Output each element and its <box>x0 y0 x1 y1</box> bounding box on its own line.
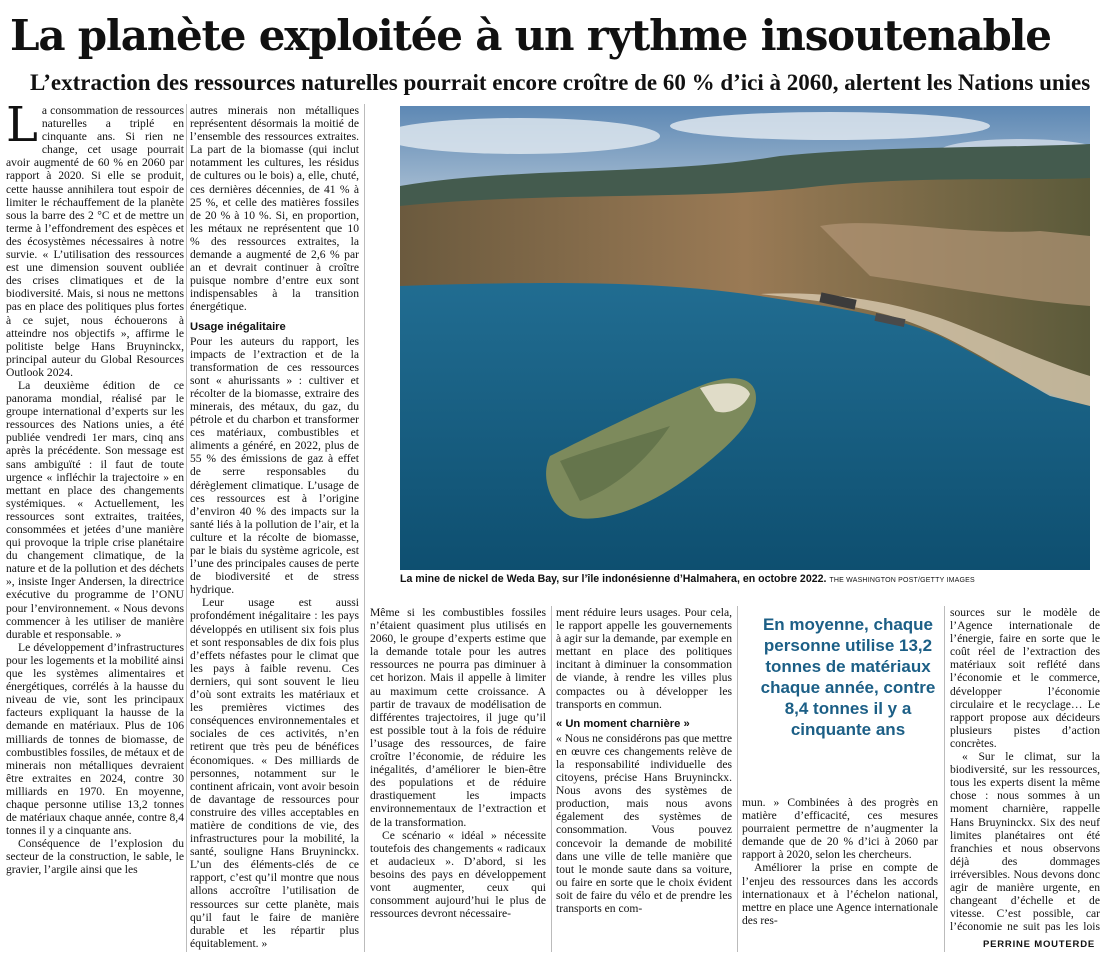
article-column-4 <box>556 606 732 952</box>
section-heading: Usage inégalitaire <box>190 320 286 333</box>
paragraph: Améliorer la prise en compte de l’enjeu des ressources dans les accords internationaux et à l’échelon national, mettre en place une Agence internationale des res- <box>742 861 938 927</box>
paragraph: Ce scénario « idéal » nécessite toutefois des changements « radicaux et audacieux ». D’abord, si les besoins des pays en développement vont augmenter, ceux qui consomment aujourd’hui le plus de ressources devront nécessaire- <box>370 828 546 921</box>
subhead: L’extraction des ressources naturelles pourrait encore croître de 60 % d’ici à 2060, alertent les Nations unies <box>30 70 1091 95</box>
section-heading: « Un moment charnière » <box>556 717 690 730</box>
paragraph: autres minerais non métalliques représentent désormais la moitié de l’ensemble des ressources extraites. La part de la biomasse (qui inclut notamment les cultures, les résidus de cultures ou le bois) a, elle, chuté, ces dernières décennies, de 41 % à 25 %, et celle des matières fossiles de 20 % à 10 %. Si, en proportion, les métaux ne représentent que 10 % des ressources extraites, la demande a augmenté de 2,6 % par an et devrait continuer à croître puisque nombre d’entre eux sont indispensables à la transition énergétique. <box>190 104 359 314</box>
column-rule <box>944 606 945 952</box>
paragraph: Leur usage est aussi profondément inégalitaire : les pays développés en utilisent six fois plus et sont responsables de dix fois plus d’effets néfastes pour le climat que les pays à faible revenu. Ces derniers, qui sont souvent le lieu d’où sont extraits les matériaux et les premières victimes des conséquences environnementales et sociales de ces activités, n’en retirent que très peu de bénéfices économiques. « Des milliards de personnes, notamment sur le continent africain, vont avoir besoin de davantage de ressources pour construire des villes acceptables en matière de conditions de vie, des infrastructures pour la mobilité, la santé, souligne Hans Bruyninckx. L’un des éléments-clés de ce rapport, c’est qu’il montre que nous allons accroître l’utilisation de ressources sur cette planète, mais qu’il faut le faire de manière durable et les répartir plus équitablement. » <box>190 596 359 950</box>
mine-aerial-photo <box>400 106 1090 570</box>
paragraph: La consommation de ressources naturelles a triplé en cinquante ans. Si rien ne change, cet usage pourrait avoir augmenté de 60 % en 2060 par rapport à 2020. Si elle se produit, cette hausse annihilera tout espoir de limiter le réchauffement de la planète sous la barre des 2 °C et de mettre un terme à l’effondrement des espèces et des écosystèmes nécessaires à notre survie. « L’utilisation des ressources est une dimension souvent oubliée des crises climatiques et de la biodiversité. Mais, si nous ne mettons pas en place des politiques plus fortes à ce sujet, nous échouerons à atteindre nos objectifs », affirme le politiste belge Hans Bruyninckx, principal auteur du Global Resources Outlook 2024. <box>6 104 184 379</box>
column-rule <box>364 104 365 952</box>
author-signature: PERRINE MOUTERDE <box>982 939 1095 950</box>
paragraph: « Sur le climat, sur la biodiversité, sur les ressources, tous les experts disent la même chose : nous sommes à un moment charnière, rappelle Hans Bruyninckx. Six des neuf limites planétaires ont été franchies et nous observons déjà des dommages irréversibles. Nous devons donc agir de manière urgente, en changeant d’échelle et de vitesse. C’est possible, car l’économie ne suit pas les lois <box>950 750 1100 934</box>
paragraph: Pour les auteurs du rapport, les impacts de l’extraction et de la transformation de ces ressources sont « ahurissants » : cultiver et récolter de la biomasse, extraire des minerais, des métaux, du gaz, du pétrole et du charbon et transformer ces matériaux, combustibles et aliments a généré, en 2022, plus de 55 % des émissions de gaz à effet de serre responsables du dérèglement climatique. L’usage de ces ressources est à l’origine d’environ 40 % des impacts sur la santé liés à la pollution de l’air, et la culture et la récolte de biomasse, par le biais du système agricole, est l’une des principales causes de perte de biodiversité et de stress hydrique. <box>190 334 359 597</box>
pull-quote: En moyenne, chaque personne utilise 13,2 tonnes de matériaux chaque année, contre 8,4 tonnes il y a cinquante ans <box>760 615 936 739</box>
paragraph: Le développement d’infrastructures pour les logements et la mobilité ainsi que les systèmes alimentaires et énergétiques, corrélés à la hausse du niveau de vie, sont les principaux facteurs expliquant la hausse de la demande en matériaux. Plus de 106 milliards de tonnes de biomasse, de combustibles fossiles, de métaux et de minerais non métalliques devraient être extraites en 2024, contre 30 milliards en 1970. En moyenne, chaque personne utilise 13,2 tonnes de matériaux chaque année, contre 8,4 tonnes il y a cinquante ans. <box>6 640 184 838</box>
headline: La planète exploitée à un rythme insoutenable <box>10 11 1051 60</box>
photo-caption: La mine de nickel de Weda Bay, sur l’île indonésienne d’Halmahera, en octobre 2022. THE WASHINGTON POST/GETTY IMAGES <box>400 573 975 585</box>
photo-credit: THE WASHINGTON POST/GETTY IMAGES <box>829 577 975 584</box>
article-column-3 <box>370 606 546 952</box>
column-rule <box>186 104 187 952</box>
column-rule <box>737 606 738 952</box>
paragraph: sources sur le modèle de l’Agence internationale de l’énergie, faire en sorte que le coût réel de l’extraction des matériaux soit reflété dans l’économie et le commerce, développer l’économie circulaire et le recyclage… Le rapport propose aux décideurs plusieurs pistes d’action concrètes. <box>950 606 1100 750</box>
article-column-5 <box>742 796 938 952</box>
paragraph: Même si les combustibles fossiles n’étaient quasiment plus utilisés en 2060, le groupe d’experts estime que la demande totale pour les autres ressources ne pourra pas diminuer à cet horizon. Mais il appelle à limiter au maximum cette croissance. A partir de travaux de modélisation de différentes trajectoires, il juge qu’il est possible tout à la fois de réduire l’usage des ressources, de faire croître l’économie, de réduire les inégalités, d’améliorer le bien-être des populations et de réduire drastiquement les impacts environnementaux de l’extraction et de la transformation. <box>370 606 546 829</box>
paragraph: mun. » Combinées à des progrès en matière d’efficacité, ces mesures pourraient permettre de n’augmenter la demande que de 20 % d’ici à 2060 par rapport à 2020, selon les chercheurs. <box>742 796 938 862</box>
article-column-1 <box>6 104 184 952</box>
paragraph: Conséquence de l’explosion du secteur de la construction, le sable, le gravier, l’argile ainsi que les <box>6 837 184 877</box>
drop-cap: L <box>6 104 38 153</box>
paragraph: La deuxième édition de ce panorama mondial, réalisé par le groupe international d’experts sur les ressources des Nations unies, a été publiée vendredi 1er mars, cinq ans après la précédente. Son message est sans ambiguïté : il faut de toute urgence « infléchir la trajectoire » en mettant en place des changements systémiques. « Actuellement, les ressources sont extraites, traitées, consommées et jetées d’une manière qui provoque la triple crise planétaire du changement climatique, de la nature et de la pollution et des déchets », insiste Inger Andersen, la directrice exécutive du programme de l’ONU pour l’environnement. « Nous devons commencer à les utiliser de manière durable et responsable. » <box>6 378 184 641</box>
paragraph: « Nous ne considérons pas que mettre en œuvre ces changements relève de la responsabilité individuelle des citoyens, précise Hans Bruyninckx. Nous avons des systèmes de production, mais nous avons également des systèmes de consommation. Vous pouvez concevoir la demande de mobilité dans une ville de telle manière que tout le monde saute dans sa voiture, ou faire en sorte que le choix évident soit de faire du vélo et de prendre les transports en com- <box>556 731 732 915</box>
article-column-2 <box>190 104 359 952</box>
article-photo <box>400 106 1090 570</box>
paragraph: ment réduire leurs usages. Pour cela, le rapport appelle les gouvernements à agir sur la demande, par exemple en mettant en place des politiques incitant à diminuer la consommation de viande, à rendre les villes plus compactes ou à développer les transports en commun. <box>556 606 732 711</box>
column-rule <box>551 606 552 952</box>
article-column-6 <box>950 606 1100 934</box>
